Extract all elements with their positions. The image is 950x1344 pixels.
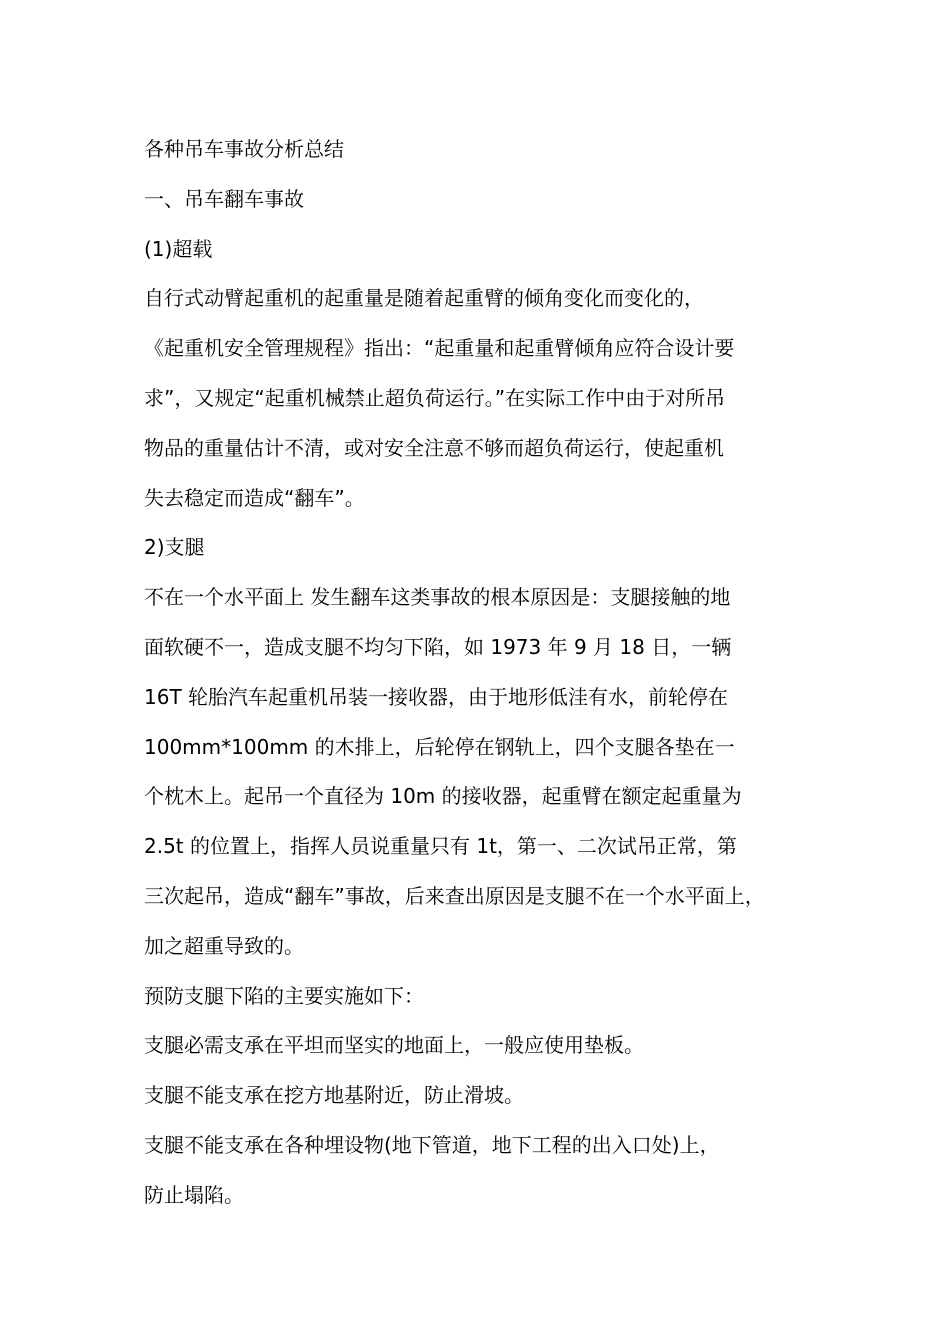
- prevention-heading: 预防支腿下陷的主要实施如下：: [144, 983, 424, 1008]
- document-body: [144, 125, 844, 1221]
- paragraph-line: 面软硬不一，造成支腿不均匀下陷，如 1973 年 9 月 18 日，一辆: [144, 634, 732, 659]
- subsection-heading-overload: (1)超载: [144, 236, 213, 261]
- paragraph-line: 加之超重导致的。: [144, 933, 304, 958]
- paragraph-line: 2.5t 的位置上，指挥人员说重量只有 1t，第一、二次试吊正常，第: [144, 834, 737, 859]
- paragraph-line: 失去稳定而造成“翻车”。: [144, 485, 365, 510]
- section-heading: 一、吊车翻车事故: [144, 186, 304, 211]
- paragraph-line: 求”，又规定“起重机械禁止超负荷运行。”在实际工作中由于对所吊: [144, 385, 726, 410]
- prevention-item-continued: 防止塌陷。: [144, 1182, 244, 1207]
- paragraph-line: 100mm*100mm 的木排上，后轮停在钢轨上，四个支腿各垫在一: [144, 734, 735, 759]
- prevention-item: 支腿必需支承在平坦而坚实的地面上，一般应使用垫板。: [144, 1033, 644, 1058]
- document-title: 各种吊车事故分析总结: [144, 137, 344, 161]
- prevention-item: 支腿不能支承在挖方地基附近，防止滑坡。: [144, 1083, 524, 1108]
- paragraph-line: 自行式动臂起重机的起重量是随着起重臂的倾角变化而变化的，: [144, 286, 704, 311]
- paragraph-line: 三次起吊，造成“翻车”事故，后来查出原因是支腿不在一个水平面上，: [144, 883, 765, 908]
- paragraph-line: 个枕木上。起吊一个直径为 10m 的接收器，起重臂在额定起重量为: [144, 784, 742, 809]
- paragraph-line: 《起重机安全管理规程》指出：“起重量和起重臂倾角应符合设计要: [144, 336, 735, 361]
- paragraph-line: 16T 轮胎汽车起重机吊装一接收器，由于地形低洼有水，前轮停在: [144, 684, 729, 709]
- paragraph-line: 不在一个水平面上 发生翻车这类事故的根本原因是：支腿接触的地: [144, 585, 731, 610]
- subsection-heading-outrigger: 2)支腿: [144, 535, 205, 560]
- prevention-item: 支腿不能支承在各种埋设物(地下管道，地下工程的出入口处)上，: [144, 1132, 720, 1157]
- paragraph-line: 物品的重量估计不清，或对安全注意不够而超负荷运行，使起重机: [144, 435, 724, 460]
